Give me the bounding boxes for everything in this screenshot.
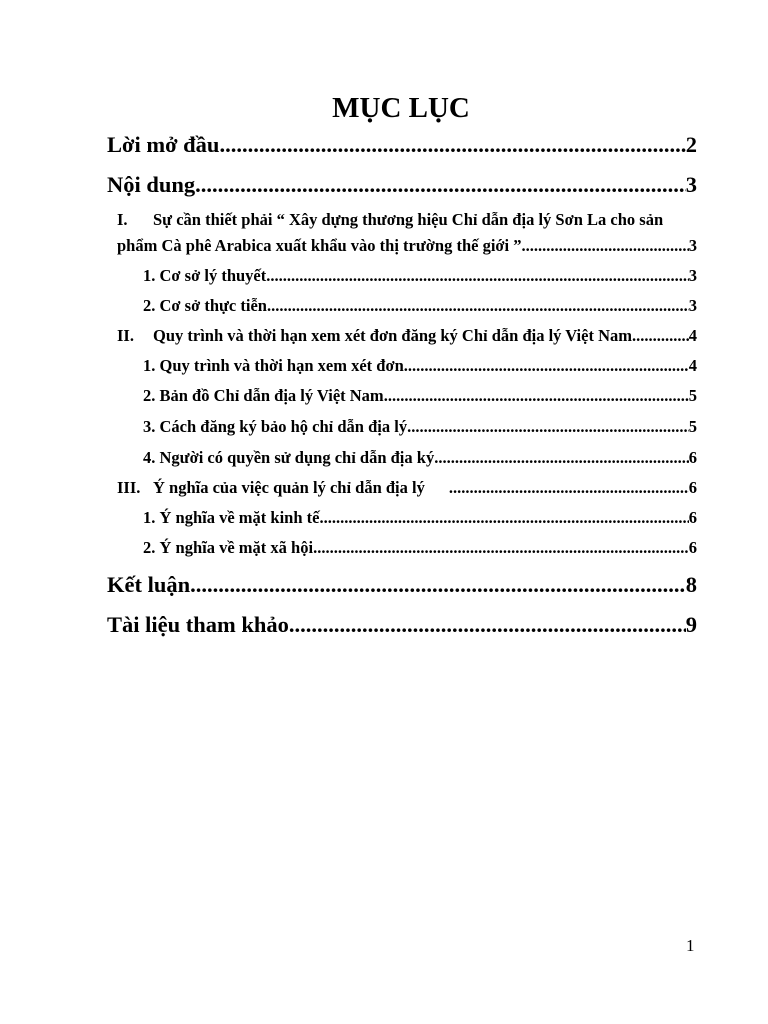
toc-entry-page: 5 xyxy=(688,417,697,436)
dot-leader xyxy=(267,296,689,316)
section-title: Ý nghĩa của việc quản lý chỉ dẫn địa lý xyxy=(153,478,425,497)
section-number: III. xyxy=(117,478,141,497)
toc-subentry[interactable] xyxy=(143,266,697,286)
toc-entry-label: 3. Cách đăng ký bảo hộ chỉ dẫn địa lý xyxy=(143,417,408,436)
toc-entry-label: Tài liệu tham khảo xyxy=(107,612,289,637)
toc-section-2-heading[interactable] xyxy=(117,326,697,346)
dot-leader xyxy=(219,132,685,158)
toc-entry-page: 6 xyxy=(688,448,697,467)
toc-entry-page: 3 xyxy=(688,296,697,315)
toc-entry-label: 2. Ý nghĩa về mặt xã hội xyxy=(143,538,314,557)
toc-entry-page: 6 xyxy=(688,478,697,497)
dot-leader xyxy=(384,386,689,406)
toc-subentry[interactable] xyxy=(143,296,697,316)
toc-entry-page: 2 xyxy=(685,132,697,157)
toc-section-3-heading[interactable] xyxy=(117,478,697,498)
toc-entry-label: 1. Quy trình và thời hạn xem xét đơn xyxy=(143,356,404,375)
section-title-line2: phẩm Cà phê Arabica xuất khẩu vào thị trường thế giới ” xyxy=(117,236,522,255)
toc-entry-label: 4. Người có quyền sử dụng chỉ dẫn địa ký xyxy=(143,448,435,467)
toc-entry-label: 2. Cơ sở thực tiễn xyxy=(143,296,267,315)
toc-section-1-heading-cont[interactable] xyxy=(117,236,697,256)
page-title: MỤC LỤC xyxy=(332,92,470,124)
section-number: I. xyxy=(117,210,128,229)
toc-entry-conclusion[interactable] xyxy=(107,572,697,598)
dot-leader xyxy=(190,572,686,598)
toc-entry-page: 8 xyxy=(685,572,697,597)
dot-leader xyxy=(289,612,686,638)
section-number: II. xyxy=(117,326,134,345)
toc-entry-page: 9 xyxy=(685,612,697,637)
toc-entry-references[interactable] xyxy=(107,612,697,638)
toc-entry-page: 4 xyxy=(688,356,697,375)
toc-entry-label: 1. Ý nghĩa về mặt kinh tế xyxy=(143,508,320,527)
dot-leader xyxy=(195,172,686,198)
toc-entry-page: 3 xyxy=(685,172,697,197)
toc-entry-intro[interactable] xyxy=(107,132,697,158)
dot-leader xyxy=(266,266,689,286)
toc-entry-label: Nội dung xyxy=(107,172,196,197)
toc-entry-label: Lời mở đầu xyxy=(107,132,220,157)
toc-entry-page: 6 xyxy=(688,508,697,527)
toc-entry-page: 5 xyxy=(688,386,697,405)
toc-entry-label: 1. Cơ sở lý thuyết xyxy=(143,266,267,285)
toc-subentry[interactable] xyxy=(143,508,697,528)
toc-entry-page: 3 xyxy=(688,236,697,255)
page-number: 1 xyxy=(686,936,695,955)
dot-leader xyxy=(313,538,689,558)
toc-entry-content[interactable] xyxy=(107,172,697,198)
toc-entry-label: Kết luận xyxy=(107,572,191,597)
toc-entry-label: 2. Bản đồ Chỉ dẫn địa lý Việt Nam xyxy=(143,386,384,405)
dot-leader xyxy=(434,448,689,468)
dot-leader xyxy=(632,326,689,346)
dot-leader xyxy=(404,356,689,376)
dot-leader xyxy=(449,478,689,498)
dot-leader xyxy=(522,236,689,256)
dot-leader xyxy=(407,417,689,437)
toc-section-1-heading[interactable] xyxy=(117,210,697,230)
toc-entry-page: 6 xyxy=(688,538,697,557)
dot-leader xyxy=(319,508,688,528)
toc-subentry[interactable] xyxy=(143,538,697,558)
toc-subentry[interactable] xyxy=(143,386,697,406)
toc-subentry[interactable] xyxy=(143,417,697,437)
toc-entry-page: 3 xyxy=(688,266,697,285)
toc-entry-page: 4 xyxy=(688,326,697,345)
section-title: Quy trình và thời hạn xem xét đơn đăng ký Chỉ dẫn địa lý Việt Nam xyxy=(153,326,632,345)
section-title-line1: Sự cần thiết phải “ Xây dựng thương hiệu Chỉ dẫn địa lý Sơn La cho sản xyxy=(153,210,664,229)
toc-subentry[interactable] xyxy=(143,356,697,376)
toc-subentry[interactable] xyxy=(143,448,697,468)
